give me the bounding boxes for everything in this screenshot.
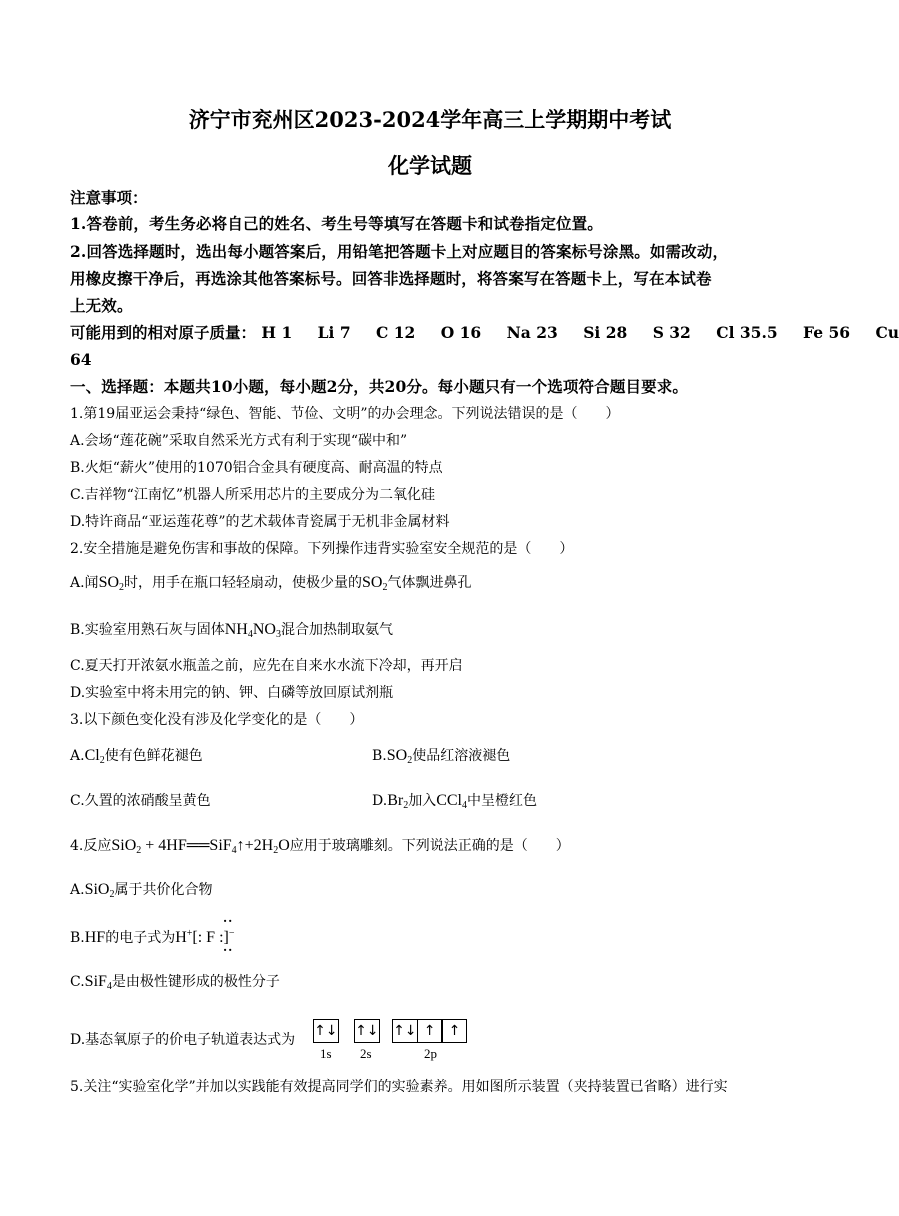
orbital-label-2s: 2s xyxy=(360,1046,372,1061)
atomic-mass: Fe 56 xyxy=(803,323,851,342)
section-1-heading: 一、选择题：本题共10小题，每小题2分，共20分。每小题只有一个选项符合题目要求。 xyxy=(70,377,689,396)
exam-title: 济宁市兖州区2023-2024学年高三上学期期中考试 xyxy=(188,107,672,132)
orbital-box-paired: ↑↓ xyxy=(354,1019,380,1043)
atomic-mass: H 1 xyxy=(261,323,293,342)
formula-br2: $Br_2$ xyxy=(387,792,409,811)
q4-option-a: A.SiO$_2$属于共价化合物 xyxy=(70,881,213,900)
q2-option-a: A.闻$SO_2$时，用手在瓶口轻轻扇动，使极少量的$SO_2$气体飘进鼻孔 xyxy=(70,574,472,593)
atomic-mass: S 32 xyxy=(652,323,691,342)
formula-cl2: $Cl_2$ xyxy=(84,747,105,766)
lone-pair-dots-bottom: ·· xyxy=(223,943,234,957)
reaction-equation: $SiO_2 + 4HF══SiF_4↑+2H_2O$ xyxy=(111,837,290,856)
q3-option-d: $D.Br_2$加入CCl$_4$中呈橙红色 xyxy=(372,792,537,811)
q3-option-a: $A.Cl_2$使有色鲜花褪色 xyxy=(70,747,203,766)
q1-option-d: D.特许商品“亚运莲花尊”的艺术载体青瓷属于无机非金属材料 xyxy=(70,514,450,530)
formula-so2: $SO_2$ xyxy=(386,747,413,766)
atomic-mass: Cu xyxy=(875,323,899,342)
formula-hf: HF xyxy=(84,929,106,946)
orbital-2p xyxy=(393,1019,467,1043)
orbital-box-paired: ↑↓ xyxy=(392,1019,418,1043)
notice-item-2-line-2: 用橡皮擦干净后，再选涂其他答案标号。回答非选择题时，将答案写在答题卡上，写在本试卷 xyxy=(70,269,712,288)
formula-sif4: SiF$_4$ xyxy=(84,973,112,992)
formula-sio2: SiO$_2$ xyxy=(84,881,115,900)
formula-so2: $SO_2$ xyxy=(98,574,125,593)
q4-option-d: D.基态氧原子的价电子轨道表达式为 xyxy=(70,1032,296,1048)
q4-stem: 4.反应$SiO_2 + 4HF══SiF_4↑+2H_2O$应用于玻璃雕刻。下列说法正确的是（ ） xyxy=(70,837,570,856)
lone-pair-dots-top: ·· xyxy=(223,914,234,928)
atomic-mass: Si 28 xyxy=(583,323,628,342)
atomic-masses xyxy=(70,323,899,343)
q5-stem: 5.关注“实验室化学”并加以实践能有效提高同学们的实验素养。用如图所示装置（夹持装置已省略）进行实 xyxy=(70,1079,728,1095)
orbital-2s xyxy=(355,1019,380,1043)
orbital-1s xyxy=(314,1019,339,1043)
exam-subtitle: 化学试题 xyxy=(388,153,472,178)
q4-option-b: B.HF的电子式为H+[: F :]− xyxy=(70,928,235,946)
q1-stem: 1.第19届亚运会秉持“绿色、智能、节俭、文明”的办会理念。下列说法错误的是（ ） xyxy=(70,406,620,422)
notice-item-2-line-1: 2.回答选择题时，选出每小题答案后，用铅笔把答题卡上对应题目的答案标号涂黑。如需改动， xyxy=(70,242,729,261)
orbital-label-2p: 2p xyxy=(424,1046,437,1061)
atomic-masses-wrap: 64 xyxy=(70,350,92,369)
q2-stem: 2.安全措施是避免伤害和事故的保障。下列操作违背实验室安全规范的是（ ） xyxy=(70,541,574,557)
atomic-mass: Na 23 xyxy=(506,323,558,342)
orbital-box-paired: ↑↓ xyxy=(313,1019,339,1043)
atomic-mass: O 16 xyxy=(440,323,482,342)
q3-option-c: C.久置的浓硝酸呈黄色 xyxy=(70,793,211,809)
q1-option-b: B.火炬“薪火”使用的1070铝合金具有硬度高、耐高温的特点 xyxy=(70,460,443,476)
q1-option-c: C.吉祥物“江南忆”机器人所采用芯片的主要成分为二氧化硅 xyxy=(70,487,435,503)
formula-ccl4: CCl$_4$ xyxy=(436,792,467,811)
atomic-mass: Cl 35.5 xyxy=(716,323,778,342)
q2-option-d: D.实验室中将未用完的钠、钾、白磷等放回原试剂瓶 xyxy=(70,685,394,701)
orbital-label-1s: 1s xyxy=(320,1046,332,1061)
formula-nh4no3: $NH_4NO_3$ xyxy=(224,621,281,640)
q4-option-c: C.SiF$_4$是由极性键形成的极性分子 xyxy=(70,973,280,992)
formula-so2: $SO_2$ xyxy=(362,574,388,593)
orbital-box-single: ↑ xyxy=(417,1019,443,1043)
q1-option-a: A.会场“莲花碗”采取自然采光方式有利于实现“碳中和” xyxy=(70,433,408,449)
q2-option-b: B.实验室用熟石灰与固体$NH_4NO_3$混合加热制取氨气 xyxy=(70,621,393,640)
q3-stem: 3.以下颜色变化没有涉及化学变化的是（ ） xyxy=(70,712,364,728)
notice-item-2-line-3: 上无效。 xyxy=(70,296,133,315)
q2-option-c: C.夏天打开浓氨水瓶盖之前，应先在自来水水流下冷却，再开启 xyxy=(70,658,463,674)
atomic-mass: C 12 xyxy=(376,323,416,342)
atomic-masses-label: 可能用到的相对原子质量： xyxy=(70,323,257,342)
orbital-box-single: ↑ xyxy=(441,1019,467,1043)
q3-option-b: $B.SO_2$使品红溶液褪色 xyxy=(372,747,511,766)
electron-formula-hf: H+[: F :]− xyxy=(175,928,235,946)
notice-item-1: 1.答卷前，考生务必将自己的姓名、考生号等填写在答题卡和试卷指定位置。 xyxy=(70,214,603,233)
atomic-mass: Li 7 xyxy=(317,323,351,342)
notice-heading: 注意事项： xyxy=(70,188,148,207)
